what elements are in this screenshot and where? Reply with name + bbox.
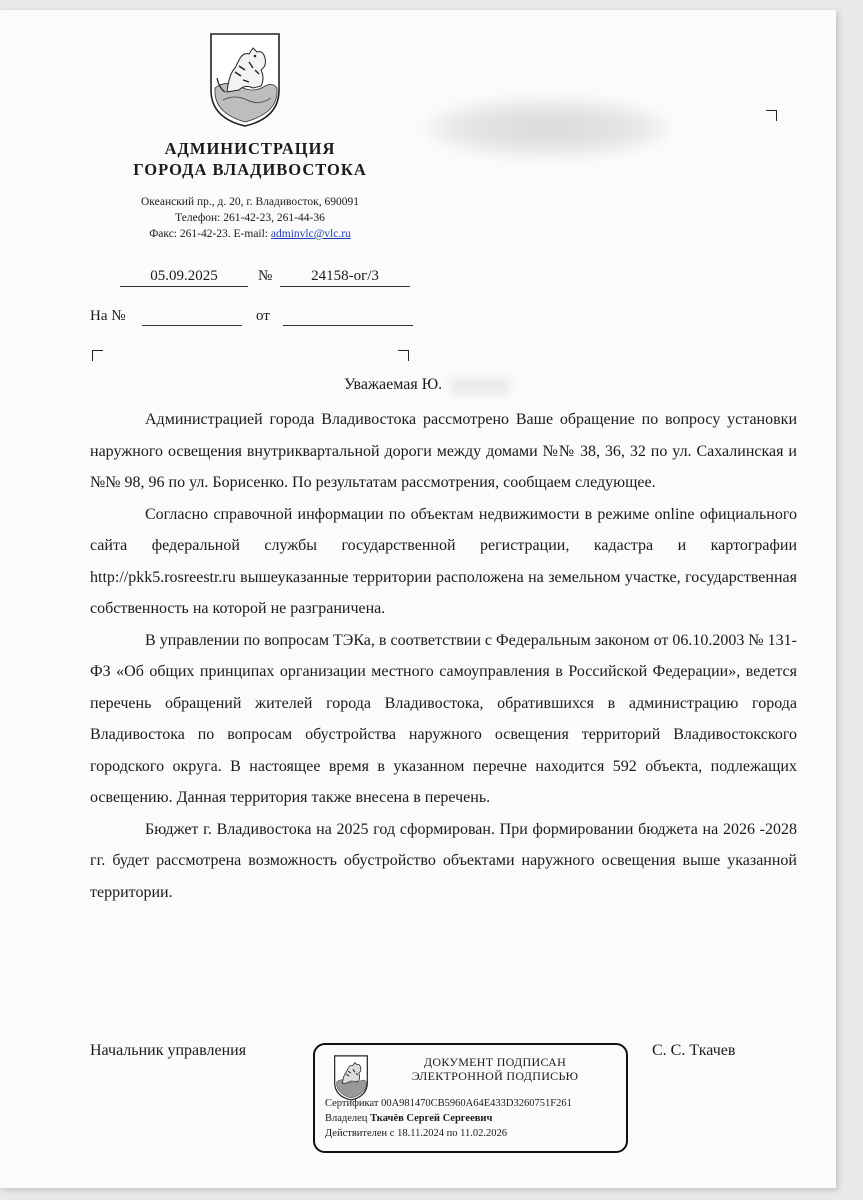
- stamp-coat-of-arms-icon: [331, 1053, 371, 1101]
- addressee-redacted: [425, 98, 670, 158]
- reference-number-blank: [142, 325, 242, 326]
- stamp-valid-label: Действителен с: [325, 1128, 398, 1139]
- subject-corner-mark-right: [398, 350, 409, 361]
- electronic-signature-stamp: [313, 1043, 628, 1153]
- stamp-valid-to: 11.02.2026: [460, 1128, 507, 1139]
- org-address: Океанский пр., д. 20, г. Владивосток, 690091: [140, 196, 359, 208]
- stamp-certificate-label: Сертификат: [325, 1098, 382, 1109]
- registration-number: 24158-ог/3: [280, 268, 410, 287]
- stamp-header-line2: ЭЛЕКТРОННОЙ ПОДПИСЬЮ: [411, 1069, 579, 1083]
- organization-name: [100, 138, 400, 180]
- stamp-header: [395, 1055, 595, 1083]
- org-email-link[interactable]: adminvlc@vlc.ru: [270, 228, 351, 240]
- signatory-title: Начальник управления: [90, 1042, 247, 1059]
- registration-date: 05.09.2025: [120, 268, 248, 287]
- org-fax-email: [80, 226, 420, 242]
- signatory-name: С. С. Ткачев: [652, 1042, 736, 1059]
- addressee-corner-mark: [766, 110, 777, 121]
- org-fax: Факс: 261-42-23. E-mail:: [149, 228, 271, 240]
- subject-corner-mark-left: [92, 350, 103, 361]
- stamp-owner: [325, 1111, 625, 1126]
- stamp-validity: [325, 1126, 625, 1141]
- organization-contacts: [80, 194, 420, 242]
- salutation-redacted: [450, 378, 510, 394]
- org-name-line2: ГОРОДА ВЛАДИВОСТОКА: [133, 160, 367, 179]
- reference-date-label: от: [256, 308, 270, 324]
- stamp-header-line1: ДОКУМЕНТ ПОДПИСАН: [423, 1055, 567, 1069]
- stamp-valid-to-label: по: [443, 1128, 461, 1139]
- paragraph: Бюджет г. Владивостока на 2025 год сформирован. При формировании бюджета на 2026 -2028 гг. будет рассмотрена возможность обустройство объектами наружного освещения выше указанной территории.: [90, 820, 797, 901]
- letter-body: [90, 404, 797, 908]
- stamp-owner-value: Ткачёв Сергей Сергеевич: [370, 1113, 493, 1124]
- stamp-details: [325, 1096, 625, 1141]
- reference-date-blank: [283, 325, 413, 326]
- stamp-owner-label: Владелец: [325, 1113, 371, 1124]
- org-name-line1: АДМИНИСТРАЦИЯ: [164, 139, 336, 158]
- org-phone: Телефон: 261-42-23, 261-44-36: [175, 212, 325, 224]
- paragraph: Согласно справочной информации по объектам недвижимости в режиме online официального сайта федеральной службы государственной регистрации, кадастра и картографии http://pkk5.rosreestr.ru вышеуказанные территории расположена на земельном участке, государственная собственность на которой не разграничена.: [90, 505, 797, 617]
- reference-number-label: На №: [90, 308, 126, 324]
- stamp-certificate-value: 00A981470CB5960A64E433D3260751F261: [381, 1098, 572, 1109]
- stamp-valid-from: 18.11.2024: [397, 1128, 444, 1139]
- registration-line: [120, 268, 410, 288]
- stamp-certificate: [325, 1096, 625, 1111]
- letter-page: [0, 10, 836, 1188]
- registration-number-sign: №: [258, 268, 273, 284]
- paragraph: В управлении по вопросам ТЭКа, в соответствии с Федеральным законом от 06.10.2003 № 131-ФЗ «Об общих принципах организации местного самоуправления в Российской Федерации», ведется перечень обращений жителей города Владивостока, обратившихся в администрацию города Владивостока по вопросам обустройства наружного освещения территорий Владивостокского городского округа. В настоящее время в указанном перечне находится 592 объекта, подлежащих освещению. Данная территория также внесена в перечень.: [90, 631, 797, 806]
- paragraph: Администрацией города Владивостока рассмотрено Ваше обращение по вопросу установки наружного освещения внутриквартальной дороги между домами №№ 38, 36, 32 по ул. Сахалинская и №№ 98, 96 по ул. Борисенко. По результатам рассмотрения, сообщаем следующее.: [90, 411, 797, 491]
- vladivostok-coat-of-arms-icon: [205, 28, 285, 128]
- salutation: Уважаемая Ю.: [344, 376, 443, 393]
- reference-line: [90, 308, 430, 328]
